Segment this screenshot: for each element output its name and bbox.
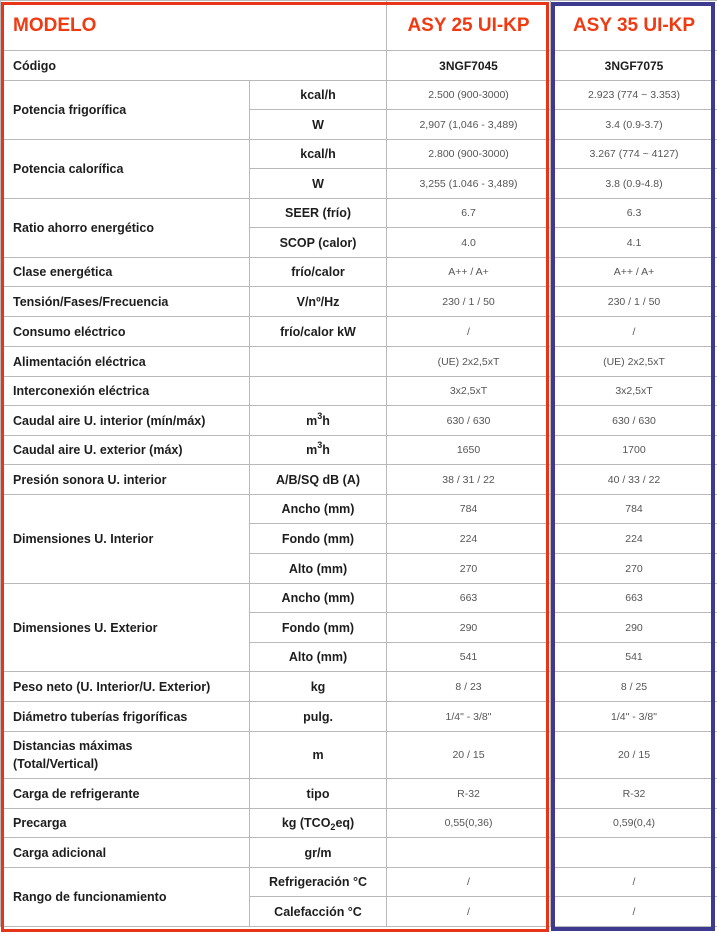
value-a: 2.800 (900-3000) [387, 140, 551, 169]
code-row [1, 51, 717, 81]
value-a: 3,255 (1.046 - 3,489) [387, 169, 551, 199]
table-row [1, 672, 717, 702]
table-row [1, 838, 717, 868]
unit-cell: W [250, 169, 387, 199]
row-label: Dimensiones U. Interior [1, 495, 250, 584]
unit-exponent: 3 [317, 411, 322, 421]
value-b: 8 / 25 [551, 672, 717, 702]
table-row [1, 287, 717, 317]
row-label: Potencia calorífica [1, 140, 250, 199]
value-a: 4.0 [387, 228, 551, 258]
value-b: 3.267 (774 ~ 4127) [551, 140, 717, 169]
table-row [1, 584, 717, 613]
table-row [1, 465, 717, 495]
value-b: 2.923 (774 ~ 3.353) [551, 81, 717, 110]
row-label: Diámetro tuberías frigoríficas [1, 702, 250, 732]
value-b: 4.1 [551, 228, 717, 258]
value-a: 630 / 630 [387, 406, 551, 436]
unit-cell: Ancho (mm) [250, 584, 387, 613]
unit-cell [250, 377, 387, 406]
row-label: Caudal aire U. exterior (máx) [1, 436, 250, 465]
row-label: Tensión/Fases/Frecuencia [1, 287, 250, 317]
row-label: Precarga [1, 809, 250, 838]
unit-h: h [322, 443, 330, 457]
table-row [1, 406, 717, 436]
unit-cell [250, 347, 387, 377]
value-b: / [551, 317, 717, 347]
unit-cell: frío/calor [250, 258, 387, 287]
value-b: R-32 [551, 779, 717, 809]
code-a: 3NGF7045 [387, 51, 551, 81]
value-a: 290 [387, 613, 551, 643]
unit-cell: Fondo (mm) [250, 524, 387, 554]
value-a: 6.7 [387, 199, 551, 228]
table-row [1, 347, 717, 377]
table-row [1, 81, 717, 110]
value-a: 541 [387, 643, 551, 672]
model-b-title: ASY 35 UI-KP [551, 1, 717, 51]
value-a [387, 838, 551, 868]
row-label: Carga adicional [1, 838, 250, 868]
value-b: 784 [551, 495, 717, 524]
row-label: Clase energética [1, 258, 250, 287]
value-b: 1/4" - 3/8" [551, 702, 717, 732]
table-row [1, 779, 717, 809]
value-a: 8 / 23 [387, 672, 551, 702]
table-row [1, 258, 717, 287]
value-b: / [551, 897, 717, 927]
unit-cell: Refrigeración °C [250, 868, 387, 897]
unit-cell: SEER (frío) [250, 199, 387, 228]
unit-cell: V/nº/Hz [250, 287, 387, 317]
table-row [1, 317, 717, 347]
value-a: 270 [387, 554, 551, 584]
codigo-label: Código [1, 51, 387, 81]
value-a: 784 [387, 495, 551, 524]
unit-cell: Alto (mm) [250, 643, 387, 672]
model-a-title: ASY 25 UI-KP [387, 1, 551, 51]
value-a: 0,55(0,36) [387, 809, 551, 838]
row-label: Potencia frigorífica [1, 81, 250, 140]
row-label: Rango de funcionamiento [1, 868, 250, 927]
table-row [1, 868, 717, 897]
value-b: 3x2,5xT [551, 377, 717, 406]
value-b: 0,59(0,4) [551, 809, 717, 838]
row-label: Carga de refrigerante [1, 779, 250, 809]
value-a: / [387, 868, 551, 897]
row-label: Ratio ahorro energético [1, 199, 250, 258]
unit-cell: Alto (mm) [250, 554, 387, 584]
value-a: 230 / 1 / 50 [387, 287, 551, 317]
table-row [1, 199, 717, 228]
unit-cell: kcal/h [250, 81, 387, 110]
unit-subscript: 2 [330, 822, 335, 832]
value-a: 1/4" - 3/8" [387, 702, 551, 732]
table-row [1, 809, 717, 838]
row-label-line1: Distancias máximas [13, 739, 133, 753]
value-b: (UE) 2x2,5xT [551, 347, 717, 377]
row-label: Peso neto (U. Interior/U. Exterior) [1, 672, 250, 702]
row-label [1, 732, 250, 779]
value-b: 1700 [551, 436, 717, 465]
row-label: Consumo eléctrico [1, 317, 250, 347]
code-b: 3NGF7075 [551, 51, 717, 81]
table-row [1, 702, 717, 732]
value-b: 40 / 33 / 22 [551, 465, 717, 495]
header-row [1, 1, 717, 51]
row-label: Dimensiones U. Exterior [1, 584, 250, 672]
unit-cell [250, 809, 387, 838]
unit-cell: pulg. [250, 702, 387, 732]
table-row [1, 140, 717, 169]
unit-pre: kg (TCO [282, 816, 331, 830]
value-a: (UE) 2x2,5xT [387, 347, 551, 377]
value-a: 2.500 (900-3000) [387, 81, 551, 110]
table-row [1, 377, 717, 406]
value-b: 663 [551, 584, 717, 613]
unit-cell: gr/m [250, 838, 387, 868]
value-a: 3x2,5xT [387, 377, 551, 406]
row-label-line2: (Total/Vertical) [13, 757, 98, 771]
unit-post: eq) [335, 816, 354, 830]
value-a: 20 / 15 [387, 732, 551, 779]
value-a: 38 / 31 / 22 [387, 465, 551, 495]
unit-cell [250, 406, 387, 436]
value-b: 290 [551, 613, 717, 643]
value-a: 663 [387, 584, 551, 613]
value-b: 541 [551, 643, 717, 672]
unit-cell: Fondo (mm) [250, 613, 387, 643]
unit-exponent: 3 [317, 440, 322, 450]
value-a: / [387, 897, 551, 927]
unit-cell: W [250, 110, 387, 140]
unit-cell: SCOP (calor) [250, 228, 387, 258]
value-a: 1650 [387, 436, 551, 465]
value-b: 630 / 630 [551, 406, 717, 436]
value-b: 20 / 15 [551, 732, 717, 779]
table-row [1, 495, 717, 524]
unit-m: m [306, 443, 317, 457]
unit-cell: m [250, 732, 387, 779]
value-a: 224 [387, 524, 551, 554]
row-label: Presión sonora U. interior [1, 465, 250, 495]
modelo-label: MODELO [1, 1, 387, 51]
value-b: / [551, 868, 717, 897]
unit-cell: Calefacción °C [250, 897, 387, 927]
value-b: 6.3 [551, 199, 717, 228]
value-a: A++ / A+ [387, 258, 551, 287]
unit-m: m [306, 414, 317, 428]
unit-cell: kcal/h [250, 140, 387, 169]
value-a: R-32 [387, 779, 551, 809]
value-a: / [387, 317, 551, 347]
value-b: 224 [551, 524, 717, 554]
value-b [551, 838, 717, 868]
table-row [1, 732, 717, 779]
value-b: 3.8 (0.9-4.8) [551, 169, 717, 199]
value-b: A++ / A+ [551, 258, 717, 287]
unit-cell: Ancho (mm) [250, 495, 387, 524]
unit-cell: frío/calor kW [250, 317, 387, 347]
table-row [1, 436, 717, 465]
row-label: Caudal aire U. interior (mín/máx) [1, 406, 250, 436]
unit-cell: A/B/SQ dB (A) [250, 465, 387, 495]
value-b: 3.4 (0.9-3.7) [551, 110, 717, 140]
value-a: 2,907 (1,046 - 3,489) [387, 110, 551, 140]
value-b: 270 [551, 554, 717, 584]
row-label: Alimentación eléctrica [1, 347, 250, 377]
row-label: Interconexión eléctrica [1, 377, 250, 406]
unit-cell [250, 436, 387, 465]
value-b: 230 / 1 / 50 [551, 287, 717, 317]
unit-h: h [322, 414, 330, 428]
unit-cell: tipo [250, 779, 387, 809]
unit-cell: kg [250, 672, 387, 702]
